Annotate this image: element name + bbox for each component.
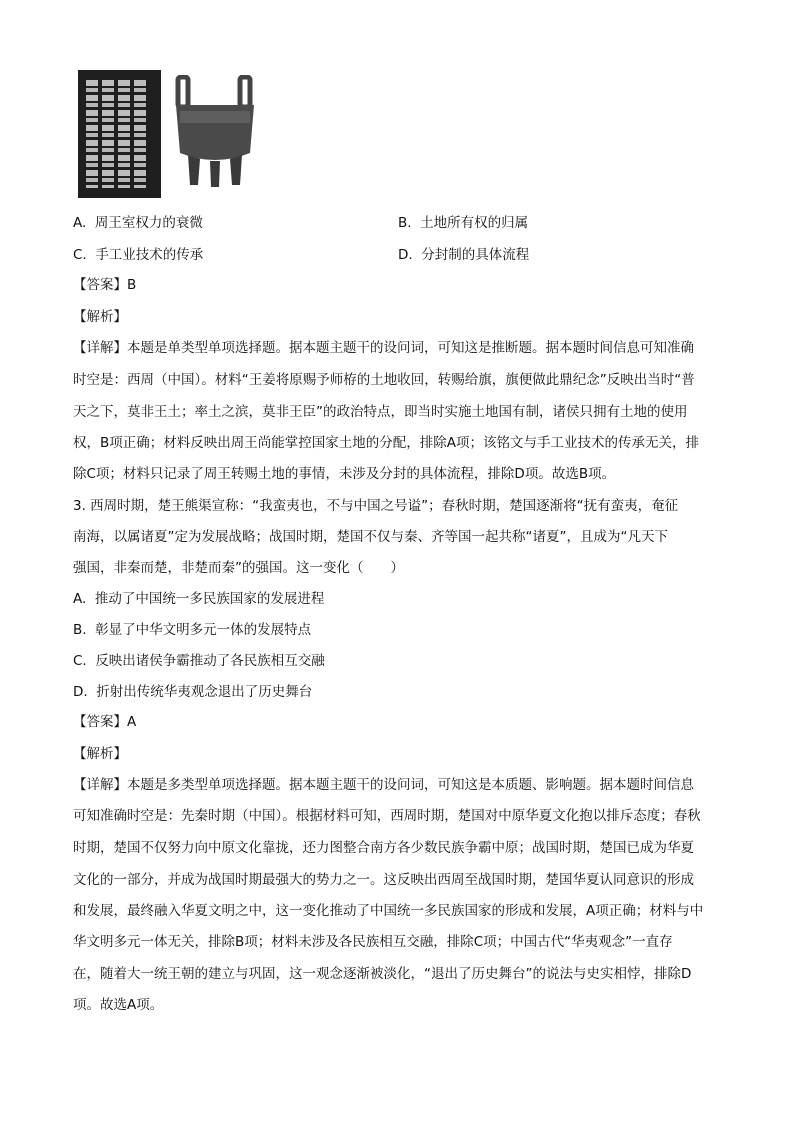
option-letter: B. [73,622,87,638]
q3-stem-line: 3. 西周时期，楚王熊渠宣称：“我蛮夷也，不与中国之号谥”；春秋时期，楚国逐渐将“抚有蛮夷，奄征 [73,498,679,514]
q3-detail-line: 文化的一部分，并成为战国时期最强大的势力之一。这反映出西周至战国时期，楚国华夏认同意识的形成 [73,872,694,888]
option-text: 折射出传统华夷观念退出了历史舞台 [96,684,313,700]
q3-stem-line: 强国，非秦而楚，非楚而秦”的强国。这一变化（ ） [73,560,404,576]
option-text: 分封制的具体流程 [421,247,530,263]
q3-detail-line: 【详解】本题是多类型单项选择题。据本题主题干的设问词，可知这是本质题、影响题。据本题时间信息 [73,777,694,793]
q3-option-c [73,652,325,670]
option-text: 推动了中国统一多民族国家的发展进程 [94,591,325,607]
q2-option-a [73,214,203,232]
q2-option-b [398,214,528,232]
q2-detail-line: 【详解】本题是单类型单项选择题。据本题主题干的设问词，可知这是推断题。据本题时间信息可知准确 [73,340,694,356]
q3-stem-line: 南海，以属诸夏”定为发展战略；战国时期，楚国不仅与秦、齐等国一起共称“诸夏”，且成为“凡天下 [73,529,668,545]
bronze-ding-image [170,75,260,190]
inscription-rubbing-image [78,70,161,198]
q3-detail-line: 项。故选A项。 [73,997,164,1013]
option-letter: A. [73,591,87,607]
q3-option-d [73,683,312,701]
q2-detail-line: 时空是：西周（中国）。材料“王姜将原赐予师栫的土地收回，转赐给旗，旗便做此鼎纪念”反映出当时“普 [73,372,695,388]
q3-answer: 【答案】A [73,714,137,730]
q3-detail-line: 和发展，最终融入华夏文明之中，这一变化推动了中国统一多民族国家的形成和发展，A项正确；材料与中 [73,903,704,919]
option-text: 彰显了中华文明多元一体的发展特点 [95,622,312,638]
q3-analysis-label: 【解析】 [73,746,127,762]
q3-option-a [73,590,324,608]
q2-answer: 【答案】B [73,277,137,293]
option-text: 手工业技术的传承 [95,247,204,263]
option-letter: D. [398,247,413,263]
option-letter: A. [73,215,87,231]
q3-detail-line: 华文明多元一体无关，排除B项；材料未涉及各民族相互交融，排除C项；中国古代“华夷观念”一直存 [73,934,673,950]
q3-detail-line: 时期，楚国不仅努力向中原文化靠拢，还力图整合南方各少数民族争霸中原；战国时期，楚国已成为华夏 [73,840,694,856]
option-letter: B. [398,215,412,231]
q2-detail-line: 除C项；材料只记录了周王转赐土地的事情，未涉及分封的具体流程，排除D项。故选B项。 [73,466,616,482]
option-letter: C. [73,653,87,669]
q2-detail-line: 天之下，莫非王土；率土之滨，莫非王臣”的政治特点，即当时实施土地国有制，诸侯只拥有土地的使用 [73,404,688,420]
option-text: 土地所有权的归属 [420,215,529,231]
q2-option-d [398,246,529,264]
q3-detail-line: 可知准确时空是：先秦时期（中国）。根据材料可知，西周时期，楚国对中原华夏文化抱以排斥态度；春秋 [73,808,701,824]
q3-option-b [73,621,311,639]
option-text: 反映出诸侯争霸推动了各民族相互交融 [95,653,325,669]
q2-option-c [73,246,203,264]
option-text: 周王室权力的衰微 [94,215,203,231]
option-letter: C. [73,247,87,263]
q3-detail-line: 在，随着大一统王朝的建立与巩固，这一观念逐渐被淡化，“退出了历史舞台”的说法与史实相悖，排除D [73,966,692,982]
q2-analysis-label: 【解析】 [73,309,127,325]
option-letter: D. [73,684,88,700]
q2-detail-line: 权，B项正确；材料反映出周王尚能掌控国家土地的分配，排除A项；该铭文与手工业技术的传承无关，排 [73,435,699,451]
